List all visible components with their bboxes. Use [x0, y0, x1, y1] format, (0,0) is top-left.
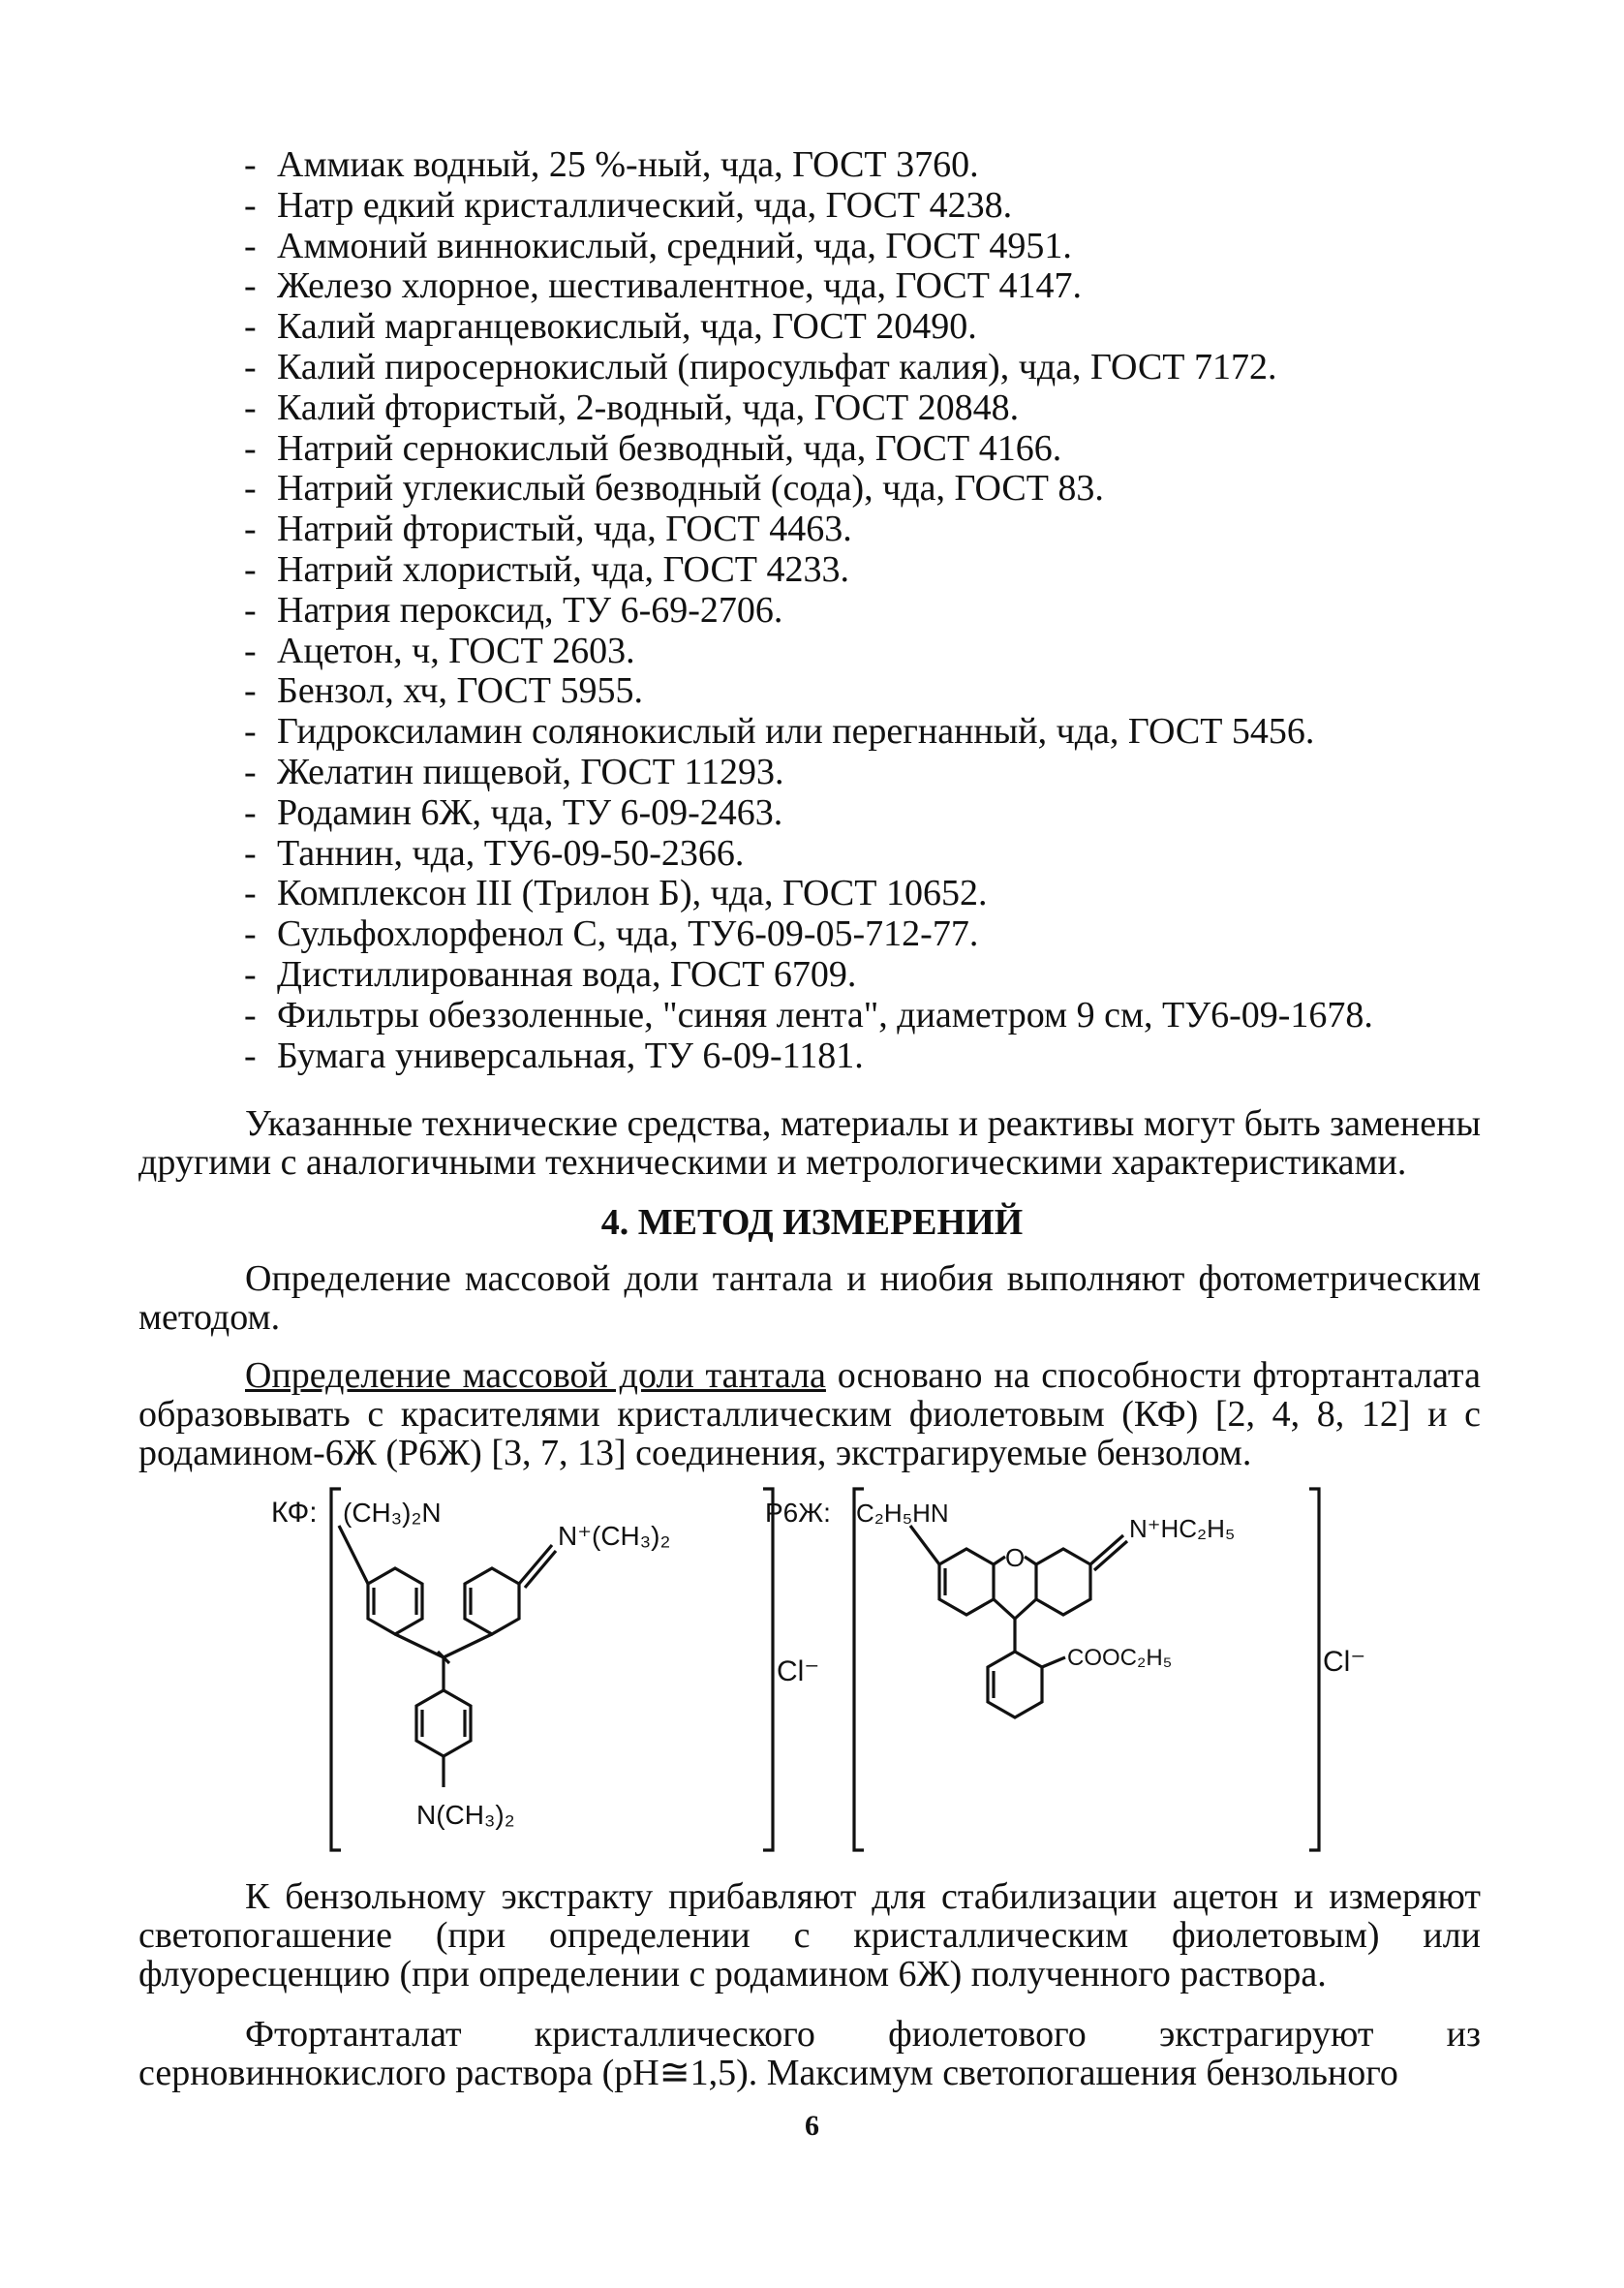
- reagent-list-item: [244, 469, 1503, 510]
- tantalum-underlined-phrase: Определение массовой доли тантала: [245, 1355, 826, 1396]
- list-dash: -: [244, 953, 257, 995]
- tantalum-paragraph: [138, 1356, 1481, 1472]
- list-dash: -: [244, 791, 257, 833]
- dye-structural-formulas: [271, 1487, 1366, 1865]
- kf-structure: [331, 1489, 773, 1850]
- list-dash: -: [244, 832, 257, 874]
- list-dash: -: [244, 346, 257, 387]
- reagent-text: Желатин пищевой, ГОСТ 11293.: [277, 751, 784, 792]
- reagent-text: Гидроксиламин солянокислый или перегнанный, чда, ГОСТ 5456.: [277, 711, 1315, 753]
- list-dash: -: [244, 386, 257, 428]
- reagent-list-item: [244, 874, 1503, 914]
- reagent-list-item: [244, 429, 1503, 470]
- reagent-list-item: [244, 307, 1503, 348]
- list-dash: -: [244, 873, 257, 914]
- reagent-list-item: [244, 227, 1503, 267]
- reagent-text: Родамин 6Ж, чда, ТУ 6-09-2463.: [277, 791, 783, 833]
- reagent-text: Калий пиросернокислый (пиросульфат калия), чда, ГОСТ 7172.: [277, 346, 1277, 387]
- reagent-text: Фильтры обеззоленные, "синяя лента", диаметром 9 см, ТУ6-09-1678.: [277, 994, 1373, 1036]
- reagent-list-item: [244, 834, 1503, 875]
- kf-label: КФ:: [271, 1497, 318, 1529]
- reagent-list-item: [244, 1036, 1503, 1077]
- reagent-list-item: [244, 914, 1503, 955]
- list-dash: -: [244, 184, 257, 226]
- note-paragraph: Указанные технические средства, материалы и реактивы могут быть заменены другими с аналогичными техническими и метрологическими характеристиками.: [138, 1103, 1481, 1183]
- reagent-text: Бумага универсальная, ТУ 6-09-1181.: [277, 1035, 864, 1076]
- list-dash: -: [244, 225, 257, 266]
- r6g-right-group: N⁺HC₂H₅: [1129, 1514, 1236, 1543]
- kf-right-group: N⁺(CH₃)₂: [558, 1521, 671, 1551]
- list-dash: -: [244, 265, 257, 307]
- section-heading: 4. МЕТОД ИЗМЕРЕНИЙ: [600, 1202, 1024, 1243]
- r6g-anion: Cl⁻: [1323, 1646, 1366, 1678]
- reagent-list-item: [244, 996, 1503, 1036]
- reagent-text: Натрий углекислый безводный (сода), чда, ГОСТ 83.: [277, 468, 1104, 510]
- list-dash: -: [244, 913, 257, 955]
- kf-left-group: (CH₃)₂N: [343, 1498, 442, 1528]
- reagent-text: Аммиак водный, 25 %-ный, чда, ГОСТ 3760.: [277, 144, 979, 185]
- page-number: 6: [805, 2110, 819, 2142]
- reagent-list-item: [244, 348, 1503, 388]
- reagent-list: [244, 145, 1503, 1076]
- reagent-list-item: [244, 632, 1503, 672]
- tantalum-paragraph-rest: основано на способности фтортанталата образовывать с красителями кристаллическим фиолетовым (КФ) [2, 4, 8, 12] и с родамином-6Ж (Р6Ж) [3, 7, 13] соединения, экстрагируемые бензолом.: [138, 1355, 1481, 1473]
- list-dash: -: [244, 144, 257, 185]
- list-dash: -: [244, 994, 257, 1036]
- list-dash: -: [244, 548, 257, 590]
- r6g-label: Р6Ж:: [765, 1498, 831, 1528]
- reagent-list-item: [244, 510, 1503, 550]
- r6g-oxygen: O: [1005, 1543, 1026, 1572]
- r6g-ester-group: COOC₂H₅: [1067, 1645, 1173, 1671]
- list-dash: -: [244, 751, 257, 792]
- reagent-text: Натр едкий кристаллический, чда, ГОСТ 4238.: [277, 184, 1013, 226]
- reagent-text: Аммоний виннокислый, средний, чда, ГОСТ 4951.: [277, 225, 1072, 266]
- reagent-text: Ацетон, ч, ГОСТ 2603.: [277, 630, 635, 671]
- reagent-list-item: [244, 793, 1503, 834]
- list-dash: -: [244, 509, 257, 550]
- reagent-text: Дистиллированная вода, ГОСТ 6709.: [277, 953, 857, 995]
- reagent-text: Калий марганцевокислый, чда, ГОСТ 20490.: [277, 306, 977, 348]
- kf-bottom-group: N(CH₃)₂: [416, 1800, 515, 1830]
- list-dash: -: [244, 630, 257, 671]
- list-dash: -: [244, 670, 257, 712]
- benzene-paragraph: К бензольному экстракту прибавляют для стабилизации ацетон и измеряют светопогашение (при определении с кристаллическим фиолетовым) или флуоресценцию (при определении с родамином 6Ж) полученного раствора.: [138, 1876, 1481, 1994]
- list-dash: -: [244, 427, 257, 469]
- reagent-text: Комплексон III (Трилон Б), чда, ГОСТ 10652.: [277, 873, 988, 914]
- method-paragraph: Определение массовой доли тантала и ниобия выполняют фотометрическим методом.: [138, 1258, 1481, 1338]
- reagent-text: Бензол, хч, ГОСТ 5955.: [277, 670, 643, 712]
- list-dash: -: [244, 306, 257, 348]
- kf-anion: Cl⁻: [777, 1655, 820, 1687]
- list-dash: -: [244, 468, 257, 510]
- list-dash: -: [244, 1035, 257, 1076]
- fluorotantalate-paragraph: Фтортанталат кристаллического фиолетового экстрагируют из серновиннокислого раствора (pH≅1,5). Максимум светопогашения бензольного: [138, 2014, 1481, 2093]
- list-dash: -: [244, 589, 257, 631]
- reagent-text: Натрий хлористый, чда, ГОСТ 4233.: [277, 548, 850, 590]
- reagent-list-item: [244, 955, 1503, 996]
- reagent-list-item: [244, 550, 1503, 591]
- reagent-list-item: [244, 671, 1503, 712]
- reagent-list-item: [244, 145, 1503, 186]
- reagent-list-item: [244, 712, 1503, 753]
- reagent-text: Таннин, чда, ТУ6-09-50-2366.: [277, 832, 745, 874]
- r6g-left-group: C₂H₅HN: [856, 1499, 949, 1528]
- reagent-text: Железо хлорное, шестивалентное, чда, ГОСТ 4147.: [277, 265, 1082, 307]
- reagent-text: Натрия пероксид, ТУ 6-69-2706.: [277, 589, 783, 631]
- list-dash: -: [244, 711, 257, 753]
- reagent-list-item: [244, 388, 1503, 429]
- reagent-list-item: [244, 266, 1503, 307]
- reagent-text: Сульфохлорфенол С, чда, ТУ6-09-05-712-77.: [277, 913, 979, 955]
- reagent-list-item: [244, 186, 1503, 227]
- reagent-text: Натрий фтористый, чда, ГОСТ 4463.: [277, 509, 852, 550]
- reagent-text: Натрий сернокислый безводный, чда, ГОСТ 4166.: [277, 427, 1062, 469]
- reagent-text: Калий фтористый, 2-водный, чда, ГОСТ 20848.: [277, 386, 1020, 428]
- reagent-list-item: [244, 591, 1503, 632]
- reagent-list-item: [244, 753, 1503, 793]
